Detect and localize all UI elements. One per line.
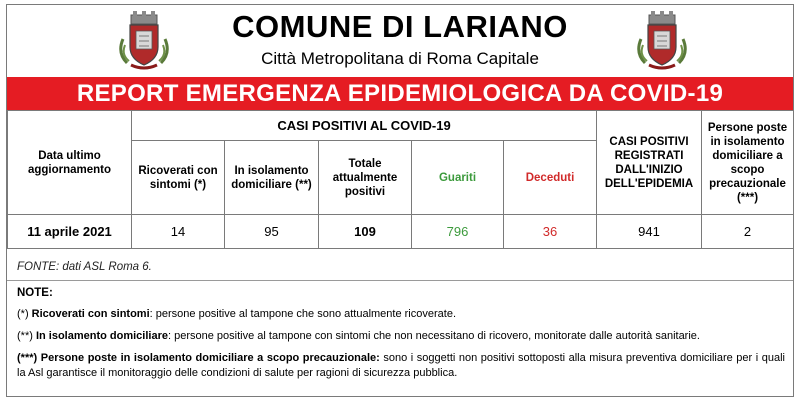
divider [7, 280, 793, 281]
note-hospitalized [17, 307, 785, 322]
notes-title: NOTE: [17, 287, 53, 299]
note-mark: (**) [17, 330, 33, 342]
source-note: FONTE: dati ASL Roma 6. [17, 261, 152, 273]
note-label: In isolamento domiciliare [35, 330, 168, 342]
note-label: Persone poste in isolamento domiciliare a scopo precauzionale: [40, 352, 380, 364]
note-label: Ricoverati con sintomi [31, 308, 150, 320]
cell-recovered: 796 [412, 215, 504, 249]
page-title: COMUNE DI LARIANO [232, 9, 568, 44]
cell-hospitalized: 14 [132, 215, 225, 249]
header-home-isolation: In isolamento domiciliare (**) [225, 141, 319, 215]
report-banner: REPORT EMERGENZA EPIDEMIOLOGICA DA COVID-19 [7, 77, 793, 110]
header-total-cases: CASI POSITIVI REGISTRATI DALL'INIZIO DELL'EPIDEMIA [597, 111, 702, 215]
table-row [8, 215, 794, 249]
notes-section [17, 286, 785, 388]
header-date: Data ultimo aggiornamento [8, 111, 132, 215]
note-text: sono i soggetti non positivi sottoposti alla misura preventiva domiciliare per i quali la Asl garantisce il monitoraggio delle condizioni di salute per ragioni di sicurezza pubblica. [17, 352, 786, 379]
page-subtitle: Città Metropolitana di Roma Capitale [261, 49, 539, 68]
cell-total-positive: 109 [319, 215, 412, 249]
covid-report-table [7, 110, 794, 249]
cell-date: 11 aprile 2021 [8, 215, 132, 249]
cell-total-cases: 941 [597, 215, 702, 249]
cell-home-isolation: 95 [225, 215, 319, 249]
header [7, 5, 793, 77]
cell-deceased: 36 [504, 215, 597, 249]
header-recovered: Guariti [412, 141, 504, 215]
cell-precautionary: 2 [702, 215, 794, 249]
header-hospitalized: Ricoverati con sintomi (*) [132, 141, 225, 215]
note-home-isolation [17, 329, 785, 344]
note-mark: (*) [17, 308, 29, 320]
coat-of-arms-icon [633, 9, 691, 71]
header-precautionary: Persone poste in isolamento domiciliare a scopo precauzionale (***) [702, 111, 794, 215]
note-precautionary [17, 351, 785, 381]
report-frame [6, 4, 794, 397]
note-mark: (***) [17, 352, 38, 364]
header-deceased: Deceduti [504, 141, 597, 215]
note-text: : persone positive al tampone che sono attualmente ricoverate. [149, 308, 457, 320]
note-text: : persone positive al tampone con sintomi che non necessitano di ricovero, monitorate dalle autorità sanitarie. [168, 330, 700, 342]
header-positive-cases: CASI POSITIVI AL COVID-19 [132, 111, 597, 141]
header-total-positive: Totale attualmente positivi [319, 141, 412, 215]
